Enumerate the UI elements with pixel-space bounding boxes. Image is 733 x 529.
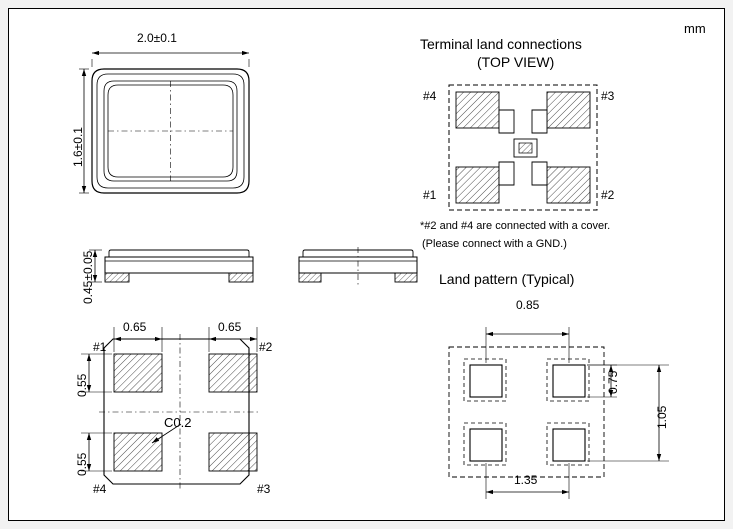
- drawing-sheet: [8, 8, 725, 521]
- top-view-height-dim: 1.6±0.1: [71, 127, 85, 167]
- drawing-canvas: [9, 9, 724, 520]
- terminal-note-1: *#2 and #4 are connected with a cover.: [420, 220, 611, 232]
- bottom-view-pin-2: #2: [259, 340, 273, 354]
- terminal-pin-3: #3: [601, 89, 615, 103]
- bottom-view-pin-1: #1: [93, 340, 107, 354]
- bottom-view-pin-3: #3: [257, 482, 271, 496]
- terminal-pin-2: #2: [601, 188, 615, 202]
- terminal-connections-title-1: Terminal land connections: [420, 36, 582, 52]
- terminal-note-2: (Please connect with a GND.): [422, 238, 567, 250]
- bottom-view-pad-width-right: 0.65: [218, 320, 242, 334]
- land-pattern-dim-pad-height: 0.75: [606, 370, 620, 394]
- bottom-view-pin-4: #4: [93, 482, 107, 496]
- land-pattern-dim-overall-height: 1.05: [655, 405, 669, 429]
- terminal-pin-1: #1: [423, 188, 437, 202]
- terminal-connections-title-2: (TOP VIEW): [477, 54, 555, 70]
- units-label: mm: [684, 21, 706, 36]
- chamfer-label: C0.2: [164, 415, 192, 430]
- terminal-pin-4: #4: [423, 89, 437, 103]
- top-view-width-dim: 2.0±0.1: [137, 31, 177, 45]
- bottom-view-pad-height-bottom: 0.55: [75, 452, 89, 476]
- bottom-view-pad-height-top: 0.55: [75, 373, 89, 397]
- bottom-view-pad-width-left: 0.65: [123, 320, 147, 334]
- side-view-thickness-dim: 0.45±0.05: [81, 250, 95, 304]
- land-pattern-dim-top: 0.85: [516, 298, 540, 312]
- land-pattern-title: Land pattern (Typical): [439, 271, 575, 287]
- land-pattern-dim-bottom: 1.35: [514, 473, 538, 487]
